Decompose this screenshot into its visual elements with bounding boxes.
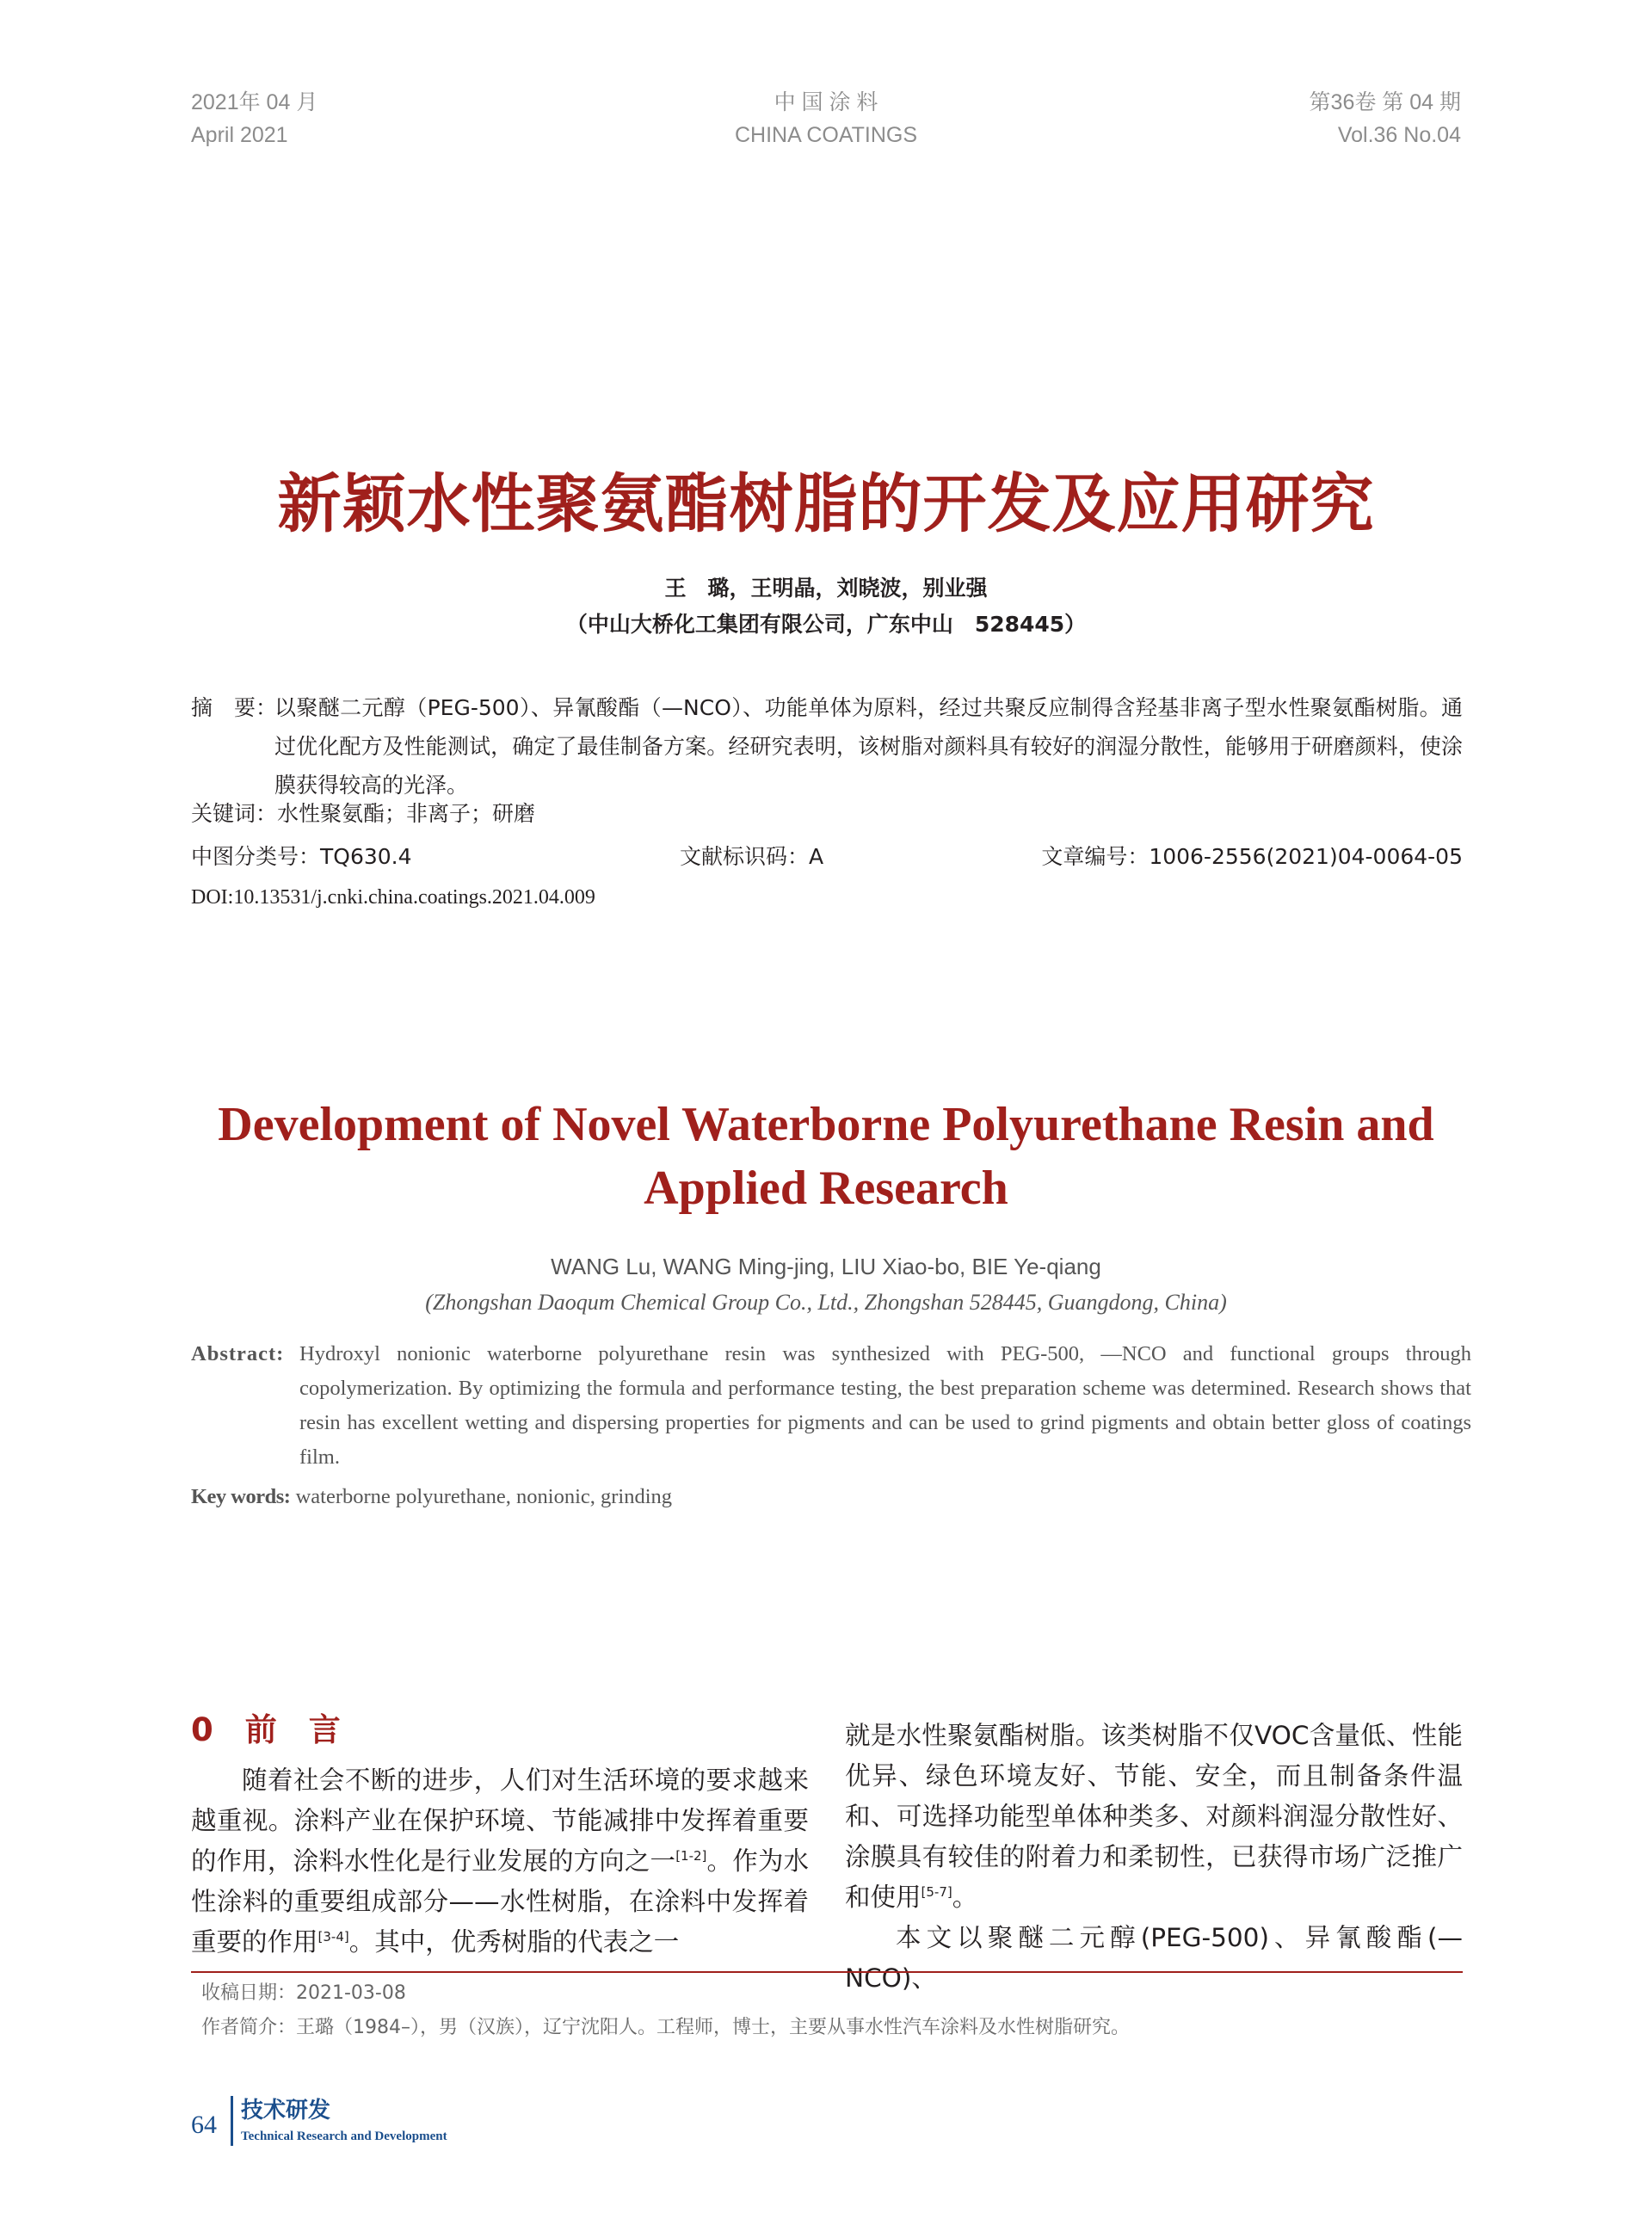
header-journal-en: CHINA COATINGS: [734, 123, 918, 147]
abstract-cn: [191, 688, 1463, 804]
paper-title-cn: 新颖水性聚氨酯树脂的开发及应用研究: [277, 467, 1375, 541]
abstract-en: [191, 1337, 1471, 1475]
footer-section-en: Technical Research and Development: [241, 2129, 447, 2143]
paper-title-en-line2: Applied Research: [644, 1162, 1008, 1215]
page-number: 64: [191, 2111, 217, 2139]
footnote-divider: [191, 1971, 1463, 1973]
citation-ref: [5-7]: [921, 1884, 952, 1901]
paper-title-en: [0, 1093, 1652, 1220]
keywords-cn: 关键词：水性聚氨酯；非离子；研磨: [191, 801, 536, 826]
affiliation-en: (Zhongshan Daoqum Chemical Group Co., Ltd., Zhongshan 528445, Guangdong, China): [425, 1290, 1227, 1315]
body-text: 。: [952, 1883, 978, 1912]
body-paragraph: [845, 1716, 1463, 1918]
authors-cn: 王 璐，王明晶，刘晓波，别业强: [664, 576, 988, 601]
body-paragraph: [191, 1760, 809, 1963]
abstract-en-text: Hydroxyl nonionic waterborne polyurethane resin was synthesized with PEG-500, —NCO and functional groups through copolymerization. By optimizing the formula and performance testing, the best preparation scheme was determined. Research shows that resin has excellent wetting and dispersing properties for pigments and can be used to grind pigments and obtain better gloss of coatings film.: [299, 1342, 1471, 1469]
body-column-left: [191, 1760, 809, 1963]
header-date-en: April 2021: [191, 123, 288, 147]
keywords-en: [191, 1480, 672, 1514]
footer-section-cn: 技术研发: [241, 2098, 331, 2123]
clc-number: 中图分类号：TQ630.4: [191, 844, 412, 869]
citation-ref: [1-2]: [675, 1848, 707, 1864]
footnote-received-date: 收稿日期：2021-03-08: [201, 1982, 406, 2004]
body-text: 。其中，优秀树脂的代表之一: [348, 1927, 680, 1957]
footnote-author-bio: 作者简介：王璐（1984–），男（汉族），辽宁沈阳人。工程师，博士，主要从事水性汽车涂料及水性树脂研究。: [201, 2017, 1130, 2038]
section-heading-intro: 0 前 言: [191, 1711, 341, 1748]
running-header-right: [1310, 86, 1461, 151]
paper-title-en-line1: Development of Novel Waterborne Polyurethane Resin and: [218, 1098, 1434, 1151]
authors-en: WANG Lu, WANG Ming-jing, LIU Xiao-bo, BIE Ye-qiang: [551, 1254, 1101, 1279]
affiliation-cn: （中山大桥化工集团有限公司，广东中山 528445）: [565, 612, 1087, 637]
header-date-cn: 2021年 04 月: [191, 90, 318, 114]
footer-divider: [231, 2096, 233, 2146]
abstract-cn-label: 摘 要：: [191, 695, 278, 720]
citation-ref: [3-4]: [317, 1929, 349, 1945]
body-text: 就是水性聚氨酯树脂。该类树脂不仅VOC含量低、性能优异、绿色环境友好、节能、安全，而且制备条件温和、可选择功能型单体种类多、对颜料润湿分散性好、涂膜具有较佳的附着力和柔韧性，已获得市场广泛推广和使用: [845, 1721, 1463, 1912]
doi: DOI:10.13531/j.cnki.china.coatings.2021.04.009: [191, 886, 595, 909]
abstract-cn-text: 以聚醚二元醇（PEG-500）、异氰酸酯（—NCO）、功能单体为原料，经过共聚反应制得含羟基非离子型水性聚氨酯树脂。通过优化配方及性能测试，确定了最佳制备方案。经研究表明，该树脂对颜料具有较好的润湿分散性，能够用于研磨颜料，使涂膜获得较高的光泽。: [274, 695, 1463, 798]
keywords-en-text: waterborne polyurethane, nonionic, grinding: [295, 1485, 673, 1508]
body-text: 随着社会不断的进步，人们对生活环境的要求越来越重视。涂料产业在保护环境、节能减排中发挥着重要的作用，涂料水性化是行业发展的方向之一: [191, 1766, 809, 1876]
body-paragraph: 本文以聚醚二元醇(PEG-500)、异氰酸酯(—NCO)、: [845, 1923, 1463, 1993]
header-issue-en: Vol.36 No.04: [1337, 123, 1461, 147]
article-number: 文章编号：1006-2556(2021)04-0064-05: [1041, 844, 1463, 869]
body-column-right: [845, 1716, 1463, 1999]
document-code: 文献标识码：A: [680, 844, 824, 869]
keywords-en-label: Key words:: [191, 1485, 291, 1508]
abstract-en-label: Abstract:: [191, 1342, 285, 1365]
header-issue-cn: 第36卷 第 04 期: [1309, 90, 1461, 114]
header-journal-cn: 中 国 涂 料: [774, 90, 878, 114]
body-text: 。作为水性涂料的重要组成部分——水性树脂，在涂料中发挥着重要的作用: [191, 1846, 809, 1957]
